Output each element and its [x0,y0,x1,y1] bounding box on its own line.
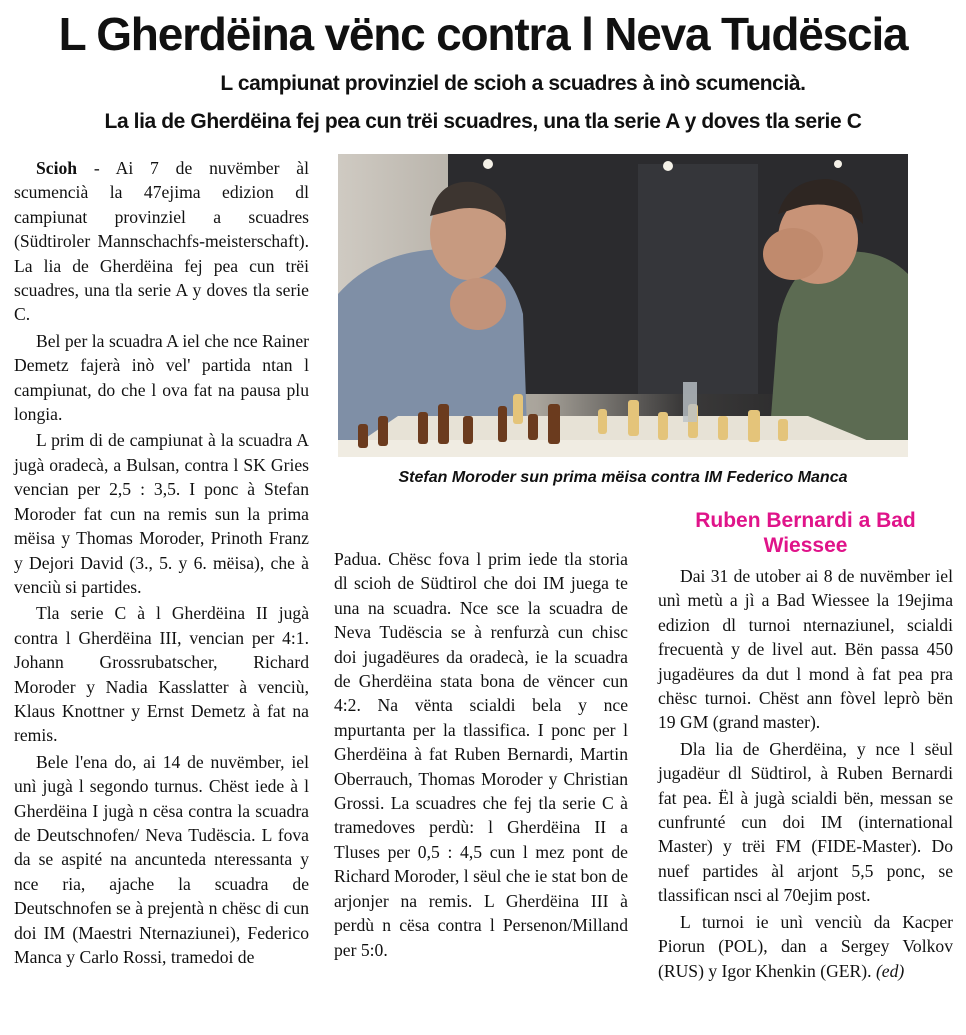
sidebar-paragraph: Dai 31 de utober ai 8 de nuvëmber iel unì metù a jì a Bad Wiessee la 19ejima edizion dl turnoi nternaziunel, scialdi frecuentà y de livel aut. Bën passa 450 jugadëures da dut l mond à fat pea pra chësc turnoi. Chëst ann fòvel leprò bën 19 GM (grand master). [658,566,953,733]
article-paragraph: Bel per la scuadra A iel che nce Rainer Demetz fajerà inò vel' partida ntan l campiunat, do che l ova fat na pausa plu longia. [14,330,309,425]
subheadline-2: La lia de Gherdëina fej pea cun trëi scuadres, una tla serie A y doves tla serie C [104,110,862,133]
lead-word: Scioh [36,158,78,178]
author-signature: (ed) [875,960,905,981]
article-paragraph: Padua. Chësc fova l prim iede tla storia dl scioh de Südtirol che doi IM juega te una na scuadra. Nce sce la scuadra de Neva Tudëscia se à renfurzà cun chisc doi jugadëures da oradecà, ie la scuadra de Gherdëina stata bona de vëncer cun 4:2. Na vënta scialdi bela y nce mpurtanta per la tlassifica. I ponc per l Gherdëina à fat Ruben Bernardi, Martin Oberrauch, Thomas Moroder y Christian Grossi. La scuadres che fej tla serie C à tramedoves perdù: l Gherdëina II a Tluses per 0,5 : 4,5 cun l mez pont de Richard Moroder, l sëul che ie stat bon de arjonjer na remis. L Gherdëina III à perdù n cësa contra l Persenon/Milland per 5:0. [334,549,628,960]
headline: L Gherdëina vënc contra l Neva Tudëscia [58,8,908,60]
chess-match-photo [338,154,908,457]
article-column-2 [334,547,628,964]
sidebar-column [658,564,953,985]
subheadline-1: L campiunat provinziel de scioh a scuadres à inò scumencià. [220,72,806,95]
sidebar-paragraph: Dla lia de Gherdëina, y nce l sëul jugadëur dl Südtirol, à Ruben Bernardi fat pea. Ël à jugà scialdi bën, messan se cunfrunté cun doi IM (international Master) y trëi FM (FIDE-Master). Do nuef partides àl arjont 5,5 ponc, se tlassifican nsci al 70ejim post. [658,738,953,906]
sidebar-title: Ruben Bernardi a Bad Wiessee [695,509,916,557]
article-paragraph: L prim di de campiunat à la scuadra A jugà oradecà, a Bulsan, contra l SK Gries vencian per 2,5 : 3,5. I ponc à Stefan Moroder fat cun na remis sun la prima mëisa y Thomas Moroder, Prinoth Franz y Dejori David (3., 5. y 6. mëisa), che à venciù si partides. [14,430,309,597]
article-paragraph: Tla serie C à l Gherdëina II jugà contra l Gherdëina III, vencian per 4:1. Johann Grossrubatscher, Richard Moroder y Nadia Kasslatter à venciù, Klaus Knottner y Ernst Demetz à fat na remis. [14,603,309,746]
article-paragraph: Scioh - Ai 7 de nuvëmber àl scumencià la 47ejima edizion dl campiunat provinziel a scuadres (Südtiroler Mannschachfs-meisterschaft). La lia de Gherdëina fej pea cun trëi scuadres, una tla serie A y doves tla serie C. [14,158,309,325]
article-paragraph: Bele l'ena do, ai 14 de nuvëmber, iel unì jugà l segondo turnus. Chëst iede à l Gherdëina I jugà n cësa contra la scuadra de Deutschnofen/ Neva Tudëscia. L fova da se aspité na ancunteda nteressanta y nce ria, ajache la scuadra de Deutschnofen se à prejentà n chësc di cun doi IM (Maestri Nternaziunei), Federico Manca y Carlo Rossi, tramedoi de [14,751,309,967]
photo-illustration [338,154,908,457]
article-column-1 [14,156,309,971]
sidebar-paragraph: L turnoi ie unì venciù da Kacper Piorun (POL), dan a Sergey Volkov (RUS) y Igor Khenkin (GER). (ed) [658,911,953,981]
photo-caption: Stefan Moroder sun prima mëisa contra IM Federico Manca [398,469,848,486]
